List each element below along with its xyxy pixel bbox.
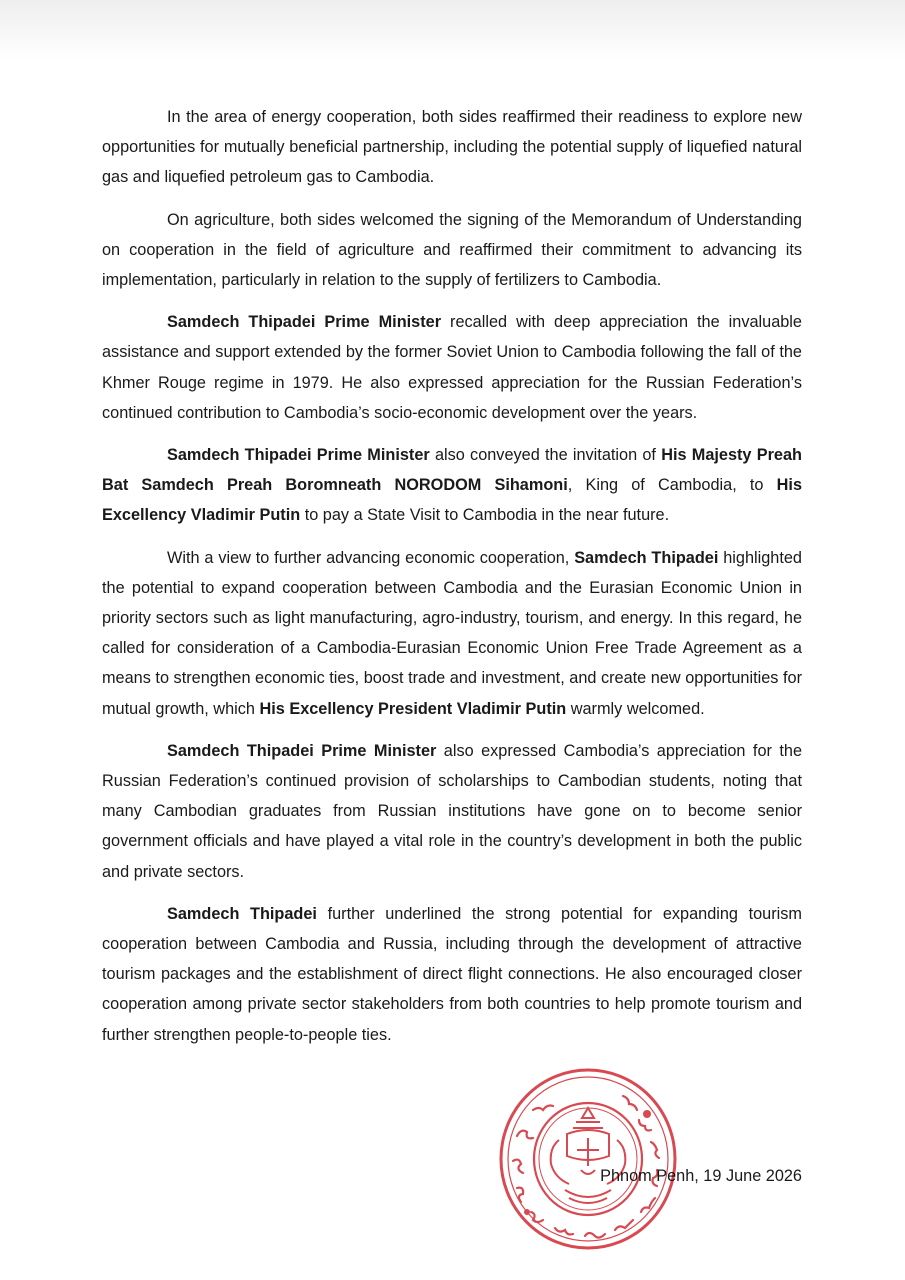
document-body	[102, 102, 802, 1062]
official-seal-icon	[497, 1066, 679, 1252]
paragraph	[102, 543, 802, 724]
bold-name: His Excellency President Vladimir Putin	[259, 699, 567, 718]
text-run: warmly welcomed.	[566, 699, 705, 718]
paragraph	[102, 307, 802, 428]
text-run: With a view to further advancing economic cooperation,	[167, 548, 575, 567]
text-run: also expressed Cambodia’s appreciation for the Russian Federation’s continued provision of scholarships to Cambodian students, noting that many Cambodian graduates from Russian institutions have gone on to become senior government officials and have played a vital role in the country’s development in both the public and private sectors.	[102, 741, 803, 881]
text-run: also conveyed the invitation of	[429, 446, 662, 465]
text-run: In the area of energy cooperation, both sides reaffirmed their readiness to explore new opportunities for mutually beneficial partnership, including the potential supply of liquefied natural gas and liquefied petroleum gas to Cambodia.	[102, 108, 802, 187]
bold-name: Samdech Thipadei Prime Minister	[167, 446, 430, 465]
text-run: highlighted the potential to expand cooperation between Cambodia and the Eurasian Economic Union in priority sectors such as light manufacturing, agro-industry, tourism, and energy. In this regard, he called for consideration of a Cambodia-Eurasian Economic Union Free Trade Agreement as a means to strengthen economic ties, boost trade and investment, and create new opportunities for mutual growth, which	[102, 548, 802, 718]
text-run: further underlined the strong potential for expanding tourism cooperation between Cambodia and Russia, including through the development of attractive tourism packages and the establishment of direct flight connections. He also encouraged closer cooperation among private sector stakeholders from both countries to help promote tourism and further strengthen people-to-people ties.	[102, 904, 802, 1044]
bold-name: Samdech Thipadei Prime Minister	[167, 313, 442, 332]
paragraph	[102, 736, 802, 887]
paragraph	[102, 102, 802, 193]
dateline: Phnom Penh, 19 June 2026	[600, 1167, 802, 1185]
paragraph	[102, 899, 802, 1050]
paragraph	[102, 440, 802, 531]
bold-name: His Majesty Preah Bat Samdech Preah Boromneath NORODOM Sihamoni	[102, 446, 802, 495]
text-run: , King of Cambodia, to	[567, 476, 777, 495]
text-run: to pay a State Visit to Cambodia in the near future.	[300, 506, 670, 525]
text-run: On agriculture, both sides welcomed the signing of the Memorandum of Understanding on cooperation in the field of agriculture and reaffirmed their commitment to advancing its implementation, particularly in relation to the supply of fertilizers to Cambodia.	[102, 210, 802, 290]
bold-name: Samdech Thipadei	[574, 548, 719, 567]
bold-name: Samdech Thipadei Prime Minister	[167, 741, 437, 760]
bold-name: Samdech Thipadei	[167, 904, 317, 923]
page-edge-shadow	[0, 0, 905, 60]
paragraph	[102, 205, 802, 296]
text-run: recalled with deep appreciation the invaluable assistance and support extended by the former Soviet Union to Cambodia following the fall of the Khmer Rouge regime in 1979. He also expressed appreciation for the Russian Federation’s continued contribution to Cambodia’s socio-economic development over the years.	[102, 313, 802, 422]
bold-name: His Excellency Vladimir Putin	[102, 476, 803, 525]
